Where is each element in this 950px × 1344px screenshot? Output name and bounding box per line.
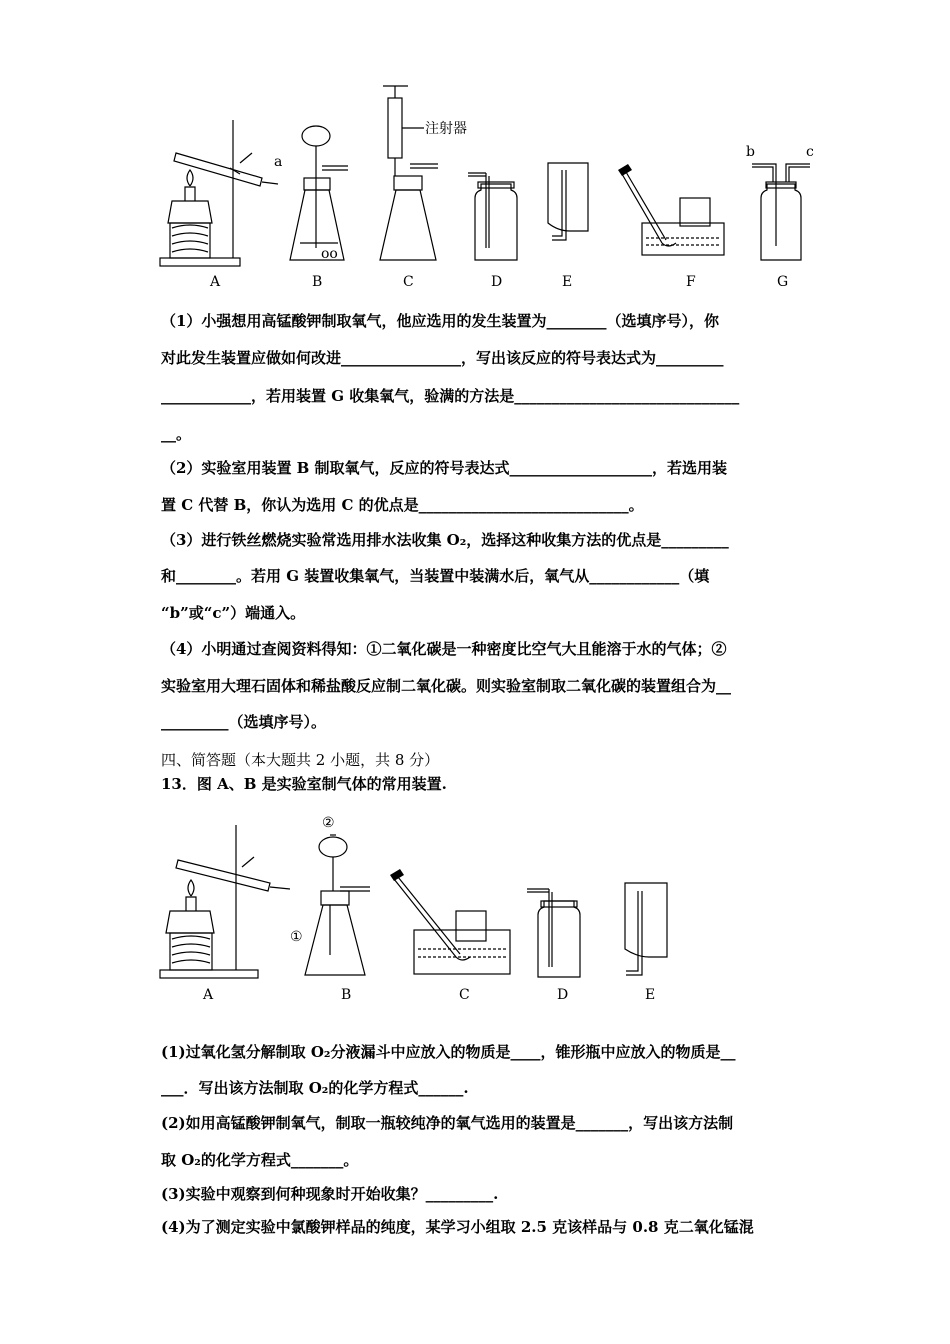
question-line: ____________，若用装置 G 收集氧气，验满的方法是______________________________ bbox=[161, 387, 740, 405]
apparatus-c bbox=[380, 86, 467, 260]
question-line: (2)如用高锰酸钾制氧气，制取一瓶较纯净的氧气选用的装置是_______，写出该方法制 bbox=[161, 1114, 734, 1132]
apparatus-b bbox=[290, 815, 370, 975]
svg-text:oo: oo bbox=[321, 246, 338, 262]
question-line: （3）进行铁丝燃烧实验常选用排水法收集 O₂，选择这种收集方法的优点是_________ bbox=[161, 531, 729, 549]
apparatus-a bbox=[160, 825, 290, 978]
question-line: (1)过氧化氢分解制取 O₂分液漏斗中应放入的物质是____，锥形瓶中应放入的物质是__ bbox=[161, 1043, 736, 1061]
figure2-label: E bbox=[645, 987, 656, 1003]
question-line: __。 bbox=[161, 425, 192, 443]
figure1-label: D bbox=[491, 274, 503, 290]
question-line: 置 C 代替 B，你认为选用 C 的优点是____________________________。 bbox=[161, 496, 644, 514]
figure1-label: C bbox=[403, 274, 414, 290]
figure1-label: F bbox=[686, 274, 696, 290]
question-line: 取 O₂的化学方程式_______。 bbox=[161, 1151, 359, 1169]
apparatus-d bbox=[468, 173, 517, 260]
question-line: 实验室用大理石固体和稀盐酸反应制二氧化碳。则实验室制取二氧化碳的装置组合为__ bbox=[161, 677, 732, 695]
figure2-label: C bbox=[459, 987, 470, 1003]
annotation-a: a bbox=[274, 154, 283, 170]
question-line: 和________。若用 G 装置收集氧气，当装置中装满水后，氧气从____________（填 bbox=[161, 567, 710, 585]
question-line: 对此发生装置应做如何改进________________，写出该反应的符号表达式为_________ bbox=[161, 349, 724, 367]
apparatus-f bbox=[618, 164, 724, 255]
apparatus-figure-1 bbox=[0, 78, 950, 293]
apparatus-figure-2 bbox=[0, 805, 950, 1005]
question-line: “b”或“c”）端通入。 bbox=[161, 604, 306, 622]
annotation-c: c bbox=[806, 144, 814, 160]
apparatus-c bbox=[390, 869, 510, 974]
figure2-label: D bbox=[557, 987, 569, 1003]
section-heading: 四、简答题（本大题共 2 小题，共 8 分） bbox=[161, 751, 440, 769]
annotation-b: b bbox=[746, 144, 755, 160]
question-line: (4)为了测定实验中氯酸钾样品的纯度，某学习小组取 2.5 克该样品与 0.8 克二氧化锰混 bbox=[161, 1218, 754, 1236]
figure2-label: B bbox=[341, 987, 352, 1003]
apparatus-e bbox=[625, 883, 667, 975]
apparatus-b bbox=[290, 126, 348, 262]
apparatus-figure-2-drawing bbox=[0, 805, 950, 1005]
apparatus-a bbox=[160, 120, 282, 266]
apparatus-figure-1-drawing bbox=[0, 78, 950, 293]
circled-one: ① bbox=[290, 929, 303, 945]
annotation-syringe: 注射器 bbox=[425, 121, 467, 137]
question-line: （1）小强想用高锰酸钾制取氧气，他应选用的发生装置为________（选填序号），你 bbox=[161, 312, 719, 330]
question-line: （2）实验室用装置 B 制取氧气，反应的符号表达式___________________，若选用装 bbox=[161, 459, 728, 477]
apparatus-d bbox=[527, 889, 580, 977]
figure1-label: B bbox=[312, 274, 323, 290]
question-line: ___．写出该方法制取 O₂的化学方程式______. bbox=[161, 1079, 469, 1097]
circled-two: ② bbox=[322, 815, 335, 831]
apparatus-e bbox=[548, 163, 588, 240]
apparatus-g bbox=[746, 144, 814, 260]
figure1-label: A bbox=[210, 274, 221, 290]
question-line: _________（选填序号）。 bbox=[161, 713, 327, 731]
figure1-label: E bbox=[562, 274, 573, 290]
figure2-label: A bbox=[203, 987, 214, 1003]
figure1-label: G bbox=[777, 274, 789, 290]
question13-title: 13．图 A、B 是实验室制气体的常用装置. bbox=[161, 775, 447, 793]
question-line: (3)实验中观察到何种现象时开始收集？_________. bbox=[161, 1185, 499, 1203]
question-line: （4）小明通过查阅资料得知：①二氧化碳是一种密度比空气大且能溶于水的气体；② bbox=[161, 640, 727, 658]
